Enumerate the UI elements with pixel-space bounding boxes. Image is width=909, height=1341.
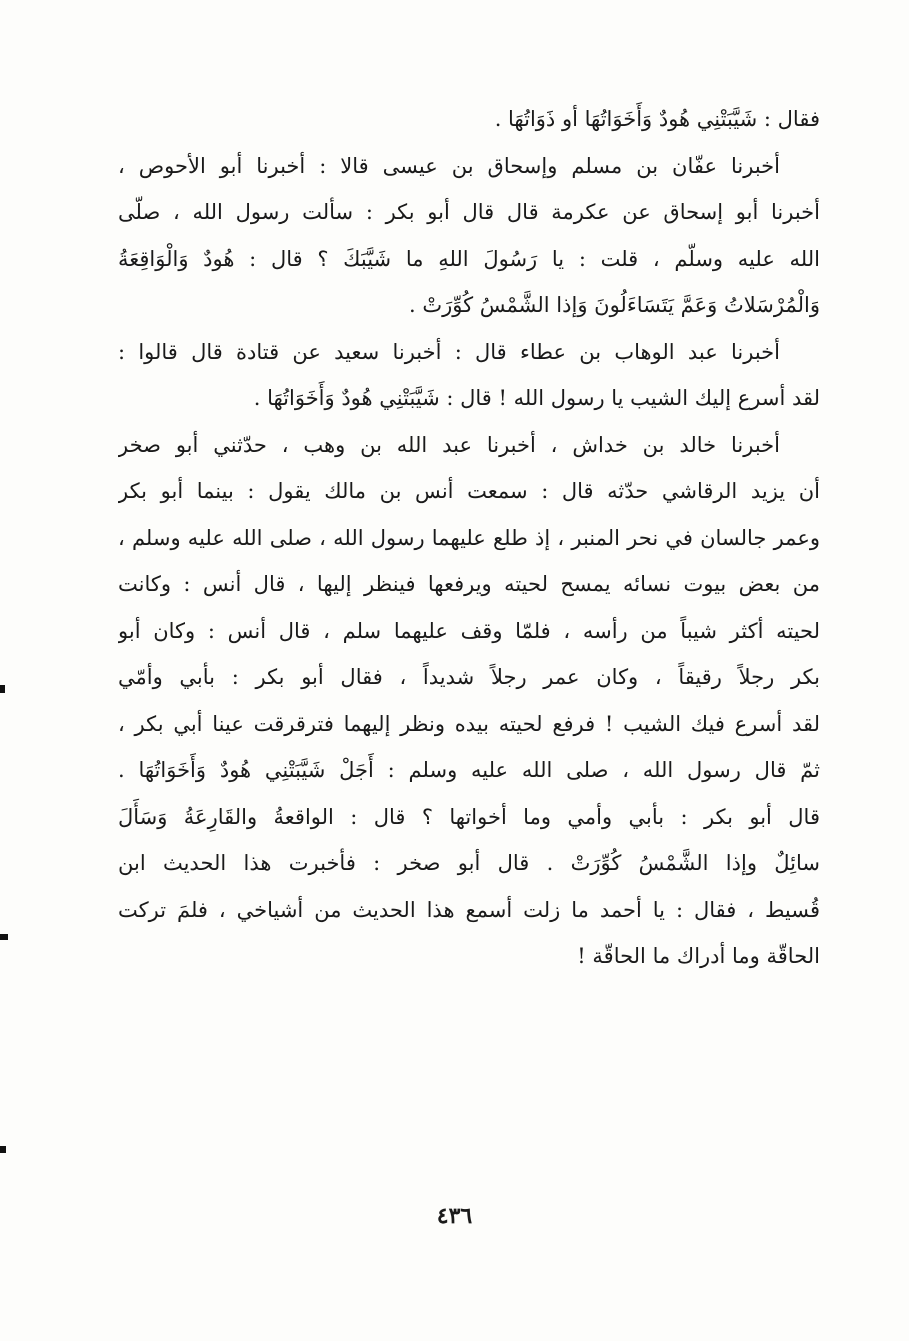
- text-line: وَالْمُرْسَلاتُ وَعَمَّ يَتَسَاءَلُونَ وَإذا الشَّمْسُ كُوِّرَتْ .: [408, 293, 820, 317]
- text-line: لقد أسرع إليك الشيب يا رسول الله ! قال : شَيَّبَتْنِي هُودٌ وَأَخَوَاتُهَا .: [253, 386, 820, 410]
- text-line: فقال : شَيَّبَتْنِي هُودٌ وَأَخَوَاتُهَا أو ذَوَاتُهَا .: [494, 107, 820, 131]
- text-line: أخبرنا عفّان بن مسلم وإسحاق بن عيسى قالا : أخبرنا أبو الأحوص ،: [118, 153, 780, 178]
- text-line: بكر رجلاً رقيقاً ، وكان عمر رجلاً شديداً ، فقال أبو بكر : بأبي وأمّي: [118, 665, 820, 689]
- text-line: قال أبو بكر : بأبي وأمي وما أخواتها ؟ قال : الواقعةُ والقَارِعَةُ وَسَأَلَ: [118, 804, 820, 829]
- text-line: أن يزيد الرقاشي حدّثه قال : سمعت أنس بن مالك يقول : بينما أبو بكر: [118, 479, 820, 503]
- text-line: لحيته أكثر شيباً من رأسه ، فلمّا وقف عليهما سلم ، قال أنس : وكان أبو: [118, 618, 820, 643]
- body-text: [118, 96, 820, 980]
- text-line: أخبرنا عبد الوهاب بن عطاء قال : أخبرنا سعيد عن قتادة قال قالوا :: [118, 339, 780, 364]
- text-line: وعمر جالسان في نحر المنبر ، إذ طلع عليهما رسول الله ، صلى الله عليه وسلم ،: [118, 525, 820, 550]
- text-line: أخبرنا خالد بن خداش ، أخبرنا عبد الله بن وهب ، حدّثني أبو صخر: [118, 432, 780, 457]
- text-line: أخبرنا أبو إسحاق عن عكرمة قال قال أبو بكر : سألت رسول الله ، صلّى: [118, 200, 820, 224]
- text-line: من بعض بيوت نسائه يمسح لحيته ويرفعها فينظر إليها ، قال أنس : وكانت: [118, 572, 820, 596]
- text-line: ثمّ قال رسول الله ، صلى الله عليه وسلم : أَجَلْ شَيَّبَتْنِي هُودٌ وَأَخَوَاتُهَا .: [118, 758, 820, 782]
- text-line: الحاقّة وما أدراك ما الحاقّة !: [577, 944, 820, 968]
- text-line: سائِلٌ وإذا الشَّمْسُ كُوِّرَتْ . قال أبو صخر : فأخبرت هذا الحديث ابن: [118, 851, 820, 875]
- scan-edge-mark: [0, 934, 8, 940]
- text-line: لقد أسرع فيك الشيب ! فرفع لحيته بيده ونظر إليهما فترقرقت عينا أبي بكر ،: [118, 711, 820, 736]
- scan-edge-mark: [0, 1146, 6, 1153]
- page-number: ٤٣٦: [436, 1203, 473, 1229]
- scan-edge-mark: [0, 685, 5, 693]
- text-line: قُسيط ، فقال : يا أحمد ما زلت أسمع هذا الحديث من أشياخي ، فلمَ تركت: [118, 897, 820, 922]
- text-line: الله عليه وسلّم ، قلت : يا رَسُولَ اللهِ ما شَيَّبَكَ ؟ قال : هُودٌ وَالْوَاقِعَةُ: [118, 246, 820, 271]
